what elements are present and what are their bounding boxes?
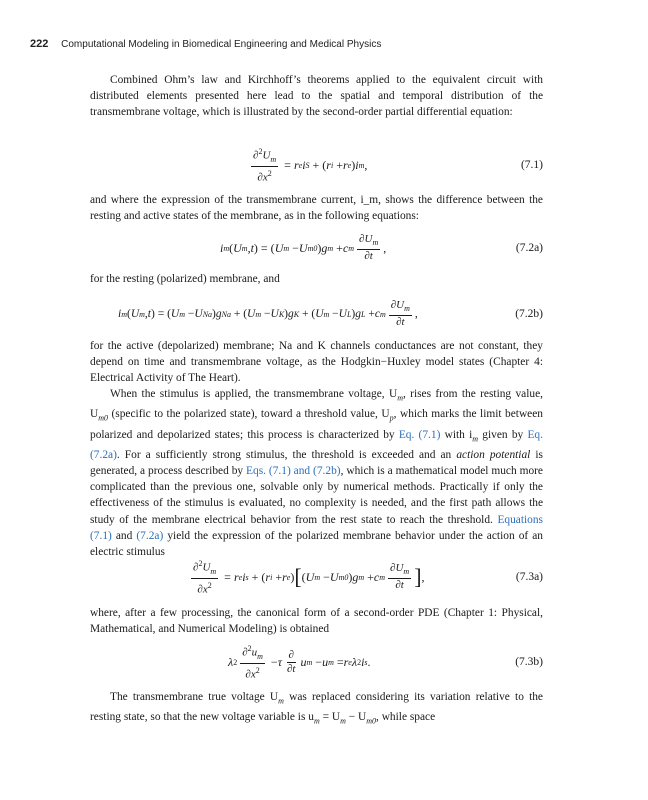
paragraph-7 xyxy=(90,689,543,730)
equation-7-1-math: $\frac{\partial^2U_m}{\partial x^2}$ = r e i S + ( r i + r e ) i m , xyxy=(253,147,368,184)
equation-7-3a xyxy=(90,560,543,594)
equation-7-3a-number: (7.3a) xyxy=(515,571,543,583)
paragraph-1-text: Combined Ohm’s law and Kirchhoff’s theorems applied to the equivalent circuit with distributed elements presented here lead to the spatial and temporal distribution of the transmembrane voltage, which is illustrated by the second-order partial differential equation: xyxy=(90,74,543,119)
running-title: Computational Modeling in Biomedical Engineering and Medical Physics xyxy=(61,39,382,50)
paragraph-6 xyxy=(90,605,543,637)
paragraph-5-text: When the stimulus is applied, the transmembrane voltage, $U_m$, rises from the resting value, $U_{m0}$ (specific to the polarized state), toward a threshold value, $U_p$, which marks the limit between polarized and depolarized states; this process is characterized by Eq. (7.1) with $i_m$ given by Eq. (7.2a). For a sufficiently strong stimulus, the threshold is exceeded and an action potential is generated, a process described by Eqs. (7.1) and (7.2b), which is a mathematical model much more complicated than the previous one, solvable only by numerical methods. Practically if only the effectiveness of the stimulus is evaluated, no complexity is needed, and the first path allows the study of the membrane electrical behavior from the rest state to reach the threshold. Equations (7.1) and (7.2a) yield the expression of the polarized membrane behavior under the action of an electric stimulus xyxy=(90,388,543,558)
paragraph-4-text: for the active (depolarized) membrane; Na and K channels conductances are not constant, they depend on time and transmembrane voltage, as the Hodgkin−Huxley model states (Chapter 4: Electrical Activity of The Heart). xyxy=(90,340,543,385)
paragraph-2 xyxy=(90,192,543,224)
equation-7-2b-number: (7.2b) xyxy=(515,308,543,320)
paragraph-6-text: where, after a few processing, the canonical form of a second-order PDE (Chapter 1: Physical, Mathematical, and Numerical Modeling) is obtained xyxy=(90,607,543,636)
equation-7-1 xyxy=(90,148,543,182)
link-7-2a[interactable]: (7.2a) xyxy=(136,529,164,542)
link-eqs-7-1-7-2b[interactable]: Eqs. (7.1) and (7.2b) xyxy=(246,465,341,478)
paragraph-3 xyxy=(90,271,543,287)
equation-7-2b-math: i m ( U m , t ) = ( U m − U Na ) g Na + ( U m − U K ) g K + ( U m − U L ) g L + c m $\frac{\partial U_m}{\partial t}$ , xyxy=(118,298,418,329)
paragraph-4 xyxy=(90,338,543,386)
paragraph-5 xyxy=(90,386,543,560)
paragraph-3-text: for the resting (polarized) membrane, and xyxy=(90,273,280,285)
paragraph-2-text: and where the expression of the transmembrane current, i_m, shows the difference between the resting and active states of the membrane, as in the following equations: xyxy=(90,194,543,223)
equation-7-3b xyxy=(90,645,543,679)
page-number: 222 xyxy=(30,38,49,50)
paragraph-1 xyxy=(90,72,543,120)
link-eq-7-1[interactable]: Eq. (7.1) xyxy=(398,428,441,441)
equation-7-3a-math: $\frac{\partial^2U_m}{\partial x^2}$ = r e i s + ( r i + r e ) [ ( U m − U m0 ) g m + c m $\frac{\partial U_m}{\partial t}$ ] , xyxy=(193,559,425,596)
running-header xyxy=(30,38,381,50)
equation-7-3b-number: (7.3b) xyxy=(515,656,543,668)
equation-7-1-number: (7.1) xyxy=(520,159,543,171)
equation-7-2b xyxy=(90,297,543,331)
link-eq-7-2a[interactable]: Eq. (7.2a) xyxy=(90,428,543,462)
equation-7-3b-math: λ 2 $\frac{\partial^2u_m}{\partial x^2}$ − τ $\frac{\partial}{\partial t}$ u m − u m = r e λ 2 i s . xyxy=(228,644,371,681)
link-equations-7-1[interactable]: Equations (7.1) xyxy=(90,513,543,542)
paragraph-7-text: The transmembrane true voltage $U_m$ was replaced considering its variation relative to the resting state, so that the new voltage variable is $u_m = U_m - U_{m0}$, while space xyxy=(90,691,543,726)
equation-7-2a-number: (7.2a) xyxy=(515,242,543,254)
equation-7-2a-math: i m ( U m , t ) = ( U m − U m0 ) g m + c m $\frac{\partial U_m}{\partial t}$ , xyxy=(220,232,387,263)
equation-7-2a xyxy=(90,231,543,265)
